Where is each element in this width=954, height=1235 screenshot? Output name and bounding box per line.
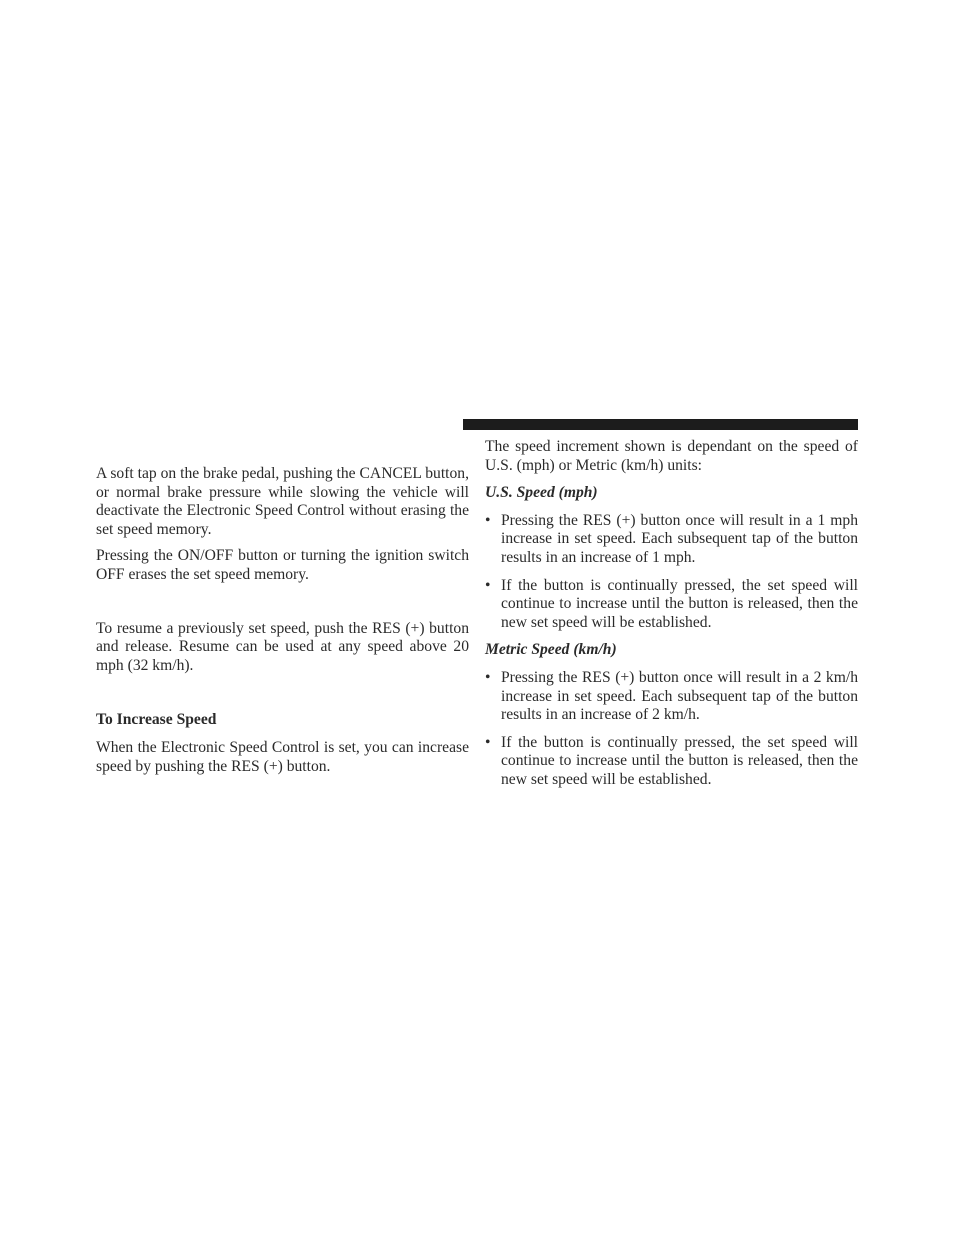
left-column (96, 465, 469, 776)
bullet-icon: • (485, 576, 491, 594)
list-item-text: If the button is continually pressed, the set speed will continue to increase until the button is released, then the new set speed will be established. (501, 576, 858, 631)
paragraph-resume: To resume a previously set speed, push the RES (+) button and release. Resume can be used at any speed above 20 mph (32 km/h). (96, 619, 469, 674)
list-item (485, 577, 858, 633)
list-item (485, 512, 858, 568)
heading-us-speed: U.S. Speed (mph) (485, 484, 598, 502)
list-us-speed (485, 512, 858, 633)
list-item (485, 734, 858, 790)
paragraph-deactivate: A soft tap on the brake pedal, pushing the CANCEL button, or normal brake pressure while slowing the vehicle will deactivate the Electronic Speed Control without erasing the set speed memory. (96, 465, 469, 538)
bullet-icon: • (485, 511, 491, 529)
list-metric-speed (485, 669, 858, 790)
list-item-text: If the button is continually pressed, the set speed will continue to increase until the button is released, then the new set speed will be established. (501, 733, 858, 788)
heading-metric-speed: Metric Speed (km/h) (485, 641, 617, 659)
paragraph-increment-intro: The speed increment shown is dependant on the speed of U.S. (mph) or Metric (km/h) units: (485, 438, 858, 474)
list-item-text: Pressing the RES (+) button once will result in a 1 mph increase in set speed. Each subsequent tap of the button results in an increase of 1 mph. (501, 511, 858, 566)
list-item (485, 669, 858, 725)
right-column (485, 438, 858, 790)
heading-increase-speed: To Increase Speed (96, 711, 217, 729)
section-divider-bar (463, 419, 858, 430)
bullet-icon: • (485, 668, 491, 686)
paragraph-erase-memory: Pressing the ON/OFF button or turning the ignition switch OFF erases the set speed memory. (96, 547, 469, 583)
list-item-text: Pressing the RES (+) button once will result in a 2 km/h increase in set speed. Each subsequent tap of the button results in an increase of 2 km/h. (501, 668, 858, 724)
bullet-icon: • (485, 733, 491, 751)
paragraph-increase: When the Electronic Speed Control is set, you can increase speed by pushing the RES (+) button. (96, 738, 469, 775)
